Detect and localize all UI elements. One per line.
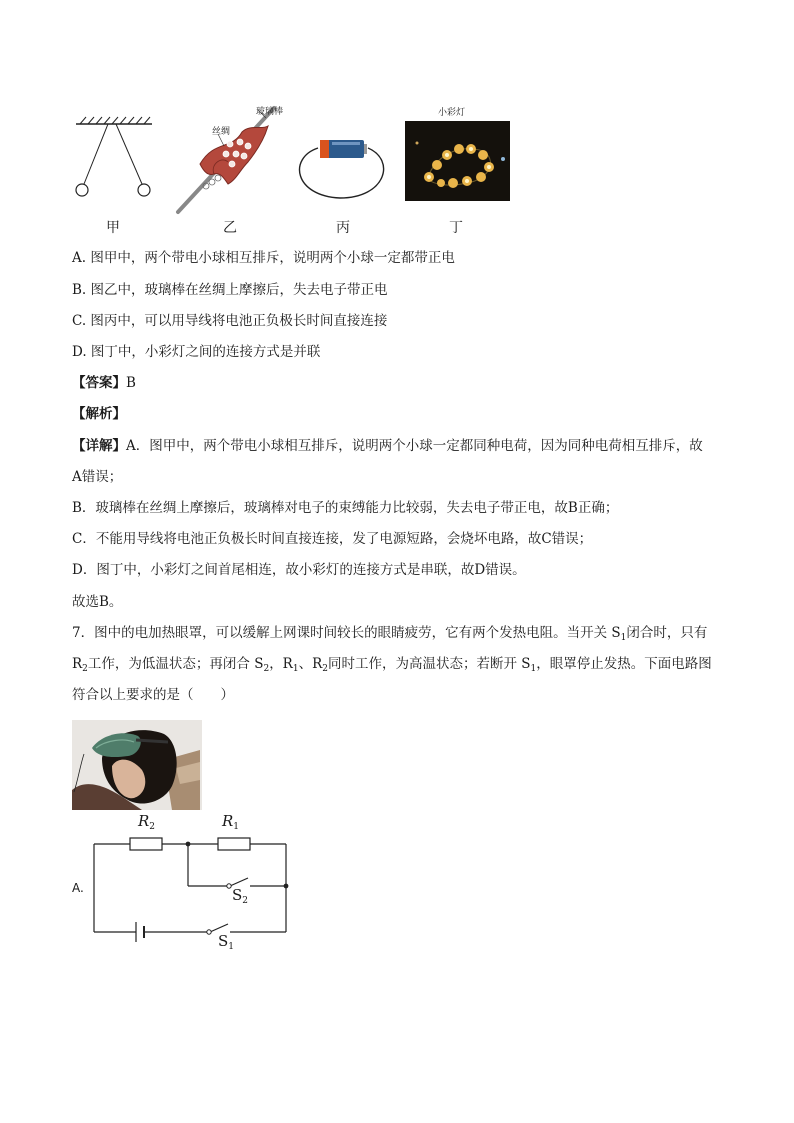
r1-label: [222, 812, 239, 830]
q7-text-2a: R: [72, 656, 83, 672]
q7-text-2e: 同时工作，为高温状态；若断开 S: [328, 656, 531, 672]
lights-label: 小彩灯: [438, 108, 466, 118]
answer-value: B: [126, 375, 136, 391]
eye-mask-photo: [72, 720, 202, 810]
question7-line-2: [72, 654, 712, 674]
s2-label: [232, 886, 248, 904]
figure-jia-charged-balls: [70, 112, 160, 202]
r2-letter: R: [138, 812, 150, 830]
explanation-line-1: [72, 436, 703, 456]
r1-letter: R: [222, 812, 234, 830]
r2-subscript: 2: [149, 822, 156, 832]
q7-sub-2c: 1: [292, 664, 299, 674]
s1-label: [218, 932, 234, 950]
explanation-head: 【详解】: [72, 438, 126, 454]
circuit-option-a-label: A.: [72, 881, 84, 895]
explanation-line-3: B．玻璃棒在丝绸上摩擦后，玻璃棒对电子的束缚能力比较弱，失去电子带正电，故B正确；: [72, 500, 619, 516]
silk-label: 丝绸: [212, 127, 231, 137]
circuit-a-diagram: [90, 812, 300, 960]
question7-line-1: [72, 623, 707, 643]
option-a: A. 图甲中，两个带电小球相互排斥，说明两个小球一定都带正电: [72, 250, 455, 266]
s2-subscript: 2: [242, 896, 249, 906]
explanation-line-2: A错误；: [72, 469, 123, 485]
explanation-line-5: D．图丁中，小彩灯之间首尾相连，故小彩灯的连接方式是串联，故D错误。: [72, 562, 526, 578]
analysis-label: 【解析】: [72, 406, 126, 422]
q7-text-1b: 闭合时，只有: [626, 625, 708, 641]
q7-sub-2a: 2: [82, 664, 88, 674]
s1-letter: S: [218, 932, 229, 950]
q7-sub-2e: 1: [530, 664, 537, 674]
explanation-line-4: C．不能用导线将电池正负极长时间直接连接，发了电源短路，会烧坏电路，故C错误；: [72, 531, 593, 547]
figure-label-jia: 甲: [106, 220, 120, 236]
explanation-text-1: A．图甲中，两个带电小球相互排斥，说明两个小球一定都同种电荷，因为同种电荷相互排斥，故: [126, 438, 703, 454]
r1-subscript: 1: [233, 822, 240, 832]
r2-label: [138, 812, 155, 830]
q7-text-1a: 7．图中的电加热眼罩，可以缓解上网课时间较长的眼睛疲劳，它有两个发热电阻。当开关 S: [72, 625, 621, 641]
question7-line-3: 符合以上要求的是（ ）: [72, 687, 234, 703]
q7-text-2d: 、R: [298, 656, 323, 672]
figure-ding-string-lights-photo: [405, 121, 510, 201]
q7-sub-2d: 2: [322, 664, 328, 674]
figure-label-yi: 乙: [223, 220, 237, 236]
s2-letter: S: [232, 886, 243, 904]
figure-yi-glass-rod-silk: [170, 100, 290, 218]
figure-label-ding: 丁: [449, 220, 463, 236]
option-b: B. 图乙中，玻璃棒在丝绸上摩擦后，失去电子带正电: [72, 282, 388, 298]
q7-sub-1: 1: [620, 633, 627, 643]
answer-label: 【答案】: [72, 375, 126, 391]
q7-sub-2b: 2: [263, 664, 270, 674]
figure-bing-battery-short-circuit: [294, 134, 392, 206]
q7-text-2c: ，R: [269, 656, 293, 672]
q7-text-2f: ，眼罩停止发热。下面电路图: [536, 656, 712, 672]
figure-label-bing: 丙: [336, 220, 350, 236]
q7-text-2b: 工作，为低温状态；再闭合 S: [87, 656, 264, 672]
option-c: C. 图丙中，可以用导线将电池正负极长时间直接连接: [72, 313, 388, 329]
answer-line: [72, 373, 136, 393]
option-d: D. 图丁中，小彩灯之间的连接方式是并联: [72, 344, 321, 360]
explanation-conclusion: 故选B。: [72, 594, 123, 610]
glass-rod-label: 玻璃棒: [256, 107, 284, 117]
s1-subscript: 1: [228, 942, 235, 952]
